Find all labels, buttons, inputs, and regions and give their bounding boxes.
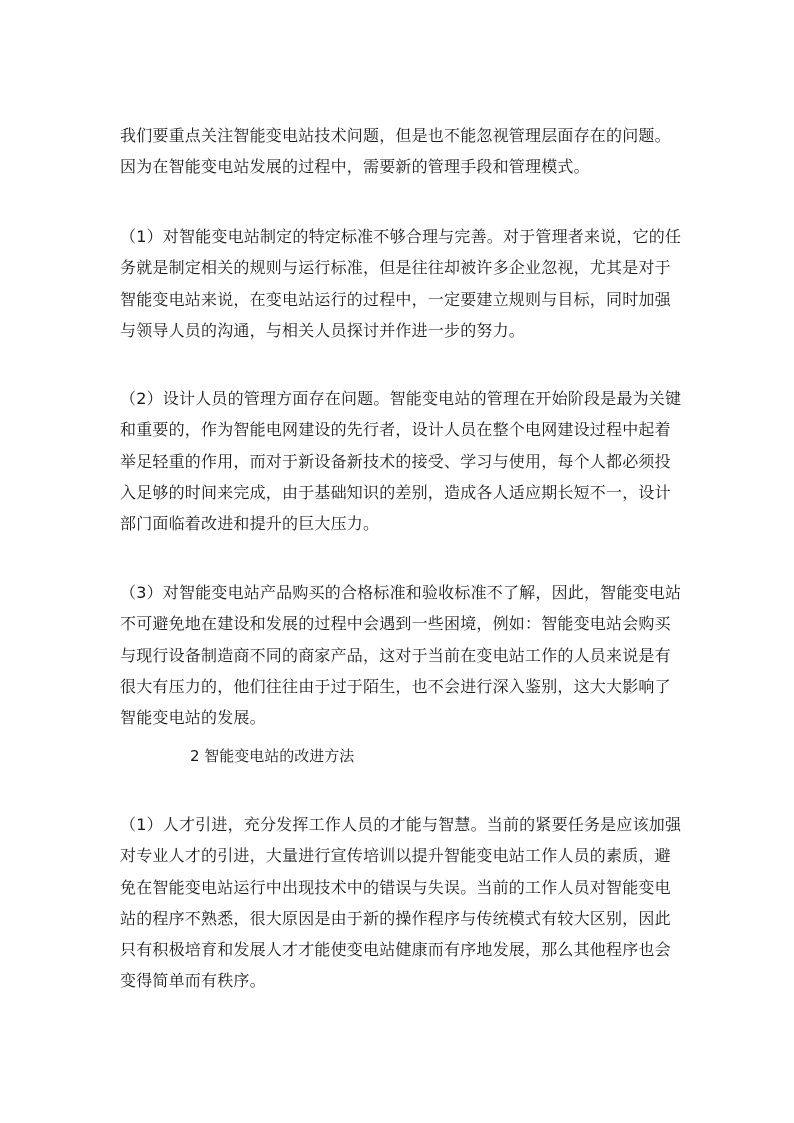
section-heading: 2 智能变电站的改进方法: [190, 747, 355, 765]
text-line: 部门面临着改进和提升的巨大压力。: [120, 514, 380, 534]
text-line: （3）对智能变电站产品购买的合格标准和验收标准不了解，因此，智能变电站: [120, 583, 682, 602]
text-line: 举足轻重的作用，而对于新设备新技术的接受、学习与使用，每个人都必须投: [120, 451, 671, 471]
text-line: （2）设计人员的管理方面存在问题。智能变电站的管理在开始阶段是最为关键: [120, 389, 682, 408]
text-line: 入足够的时间来完成，由于基础知识的差别，造成各人适应期长短不一，设计: [120, 482, 671, 502]
text-line: 务就是制定相关的规则与运行标准，但是往往却被许多企业忽视，尤其是对于: [120, 258, 671, 278]
text-line: （1）人才引进，充分发挥工作人员的才能与智慧。当前的紧要任务是应该加强: [120, 815, 682, 834]
text-line: 对专业人才的引进，大量进行宣传培训以提升智能变电站工作人员的素质，避: [120, 846, 671, 866]
text-line: 与现行设备制造商不同的商家产品，这对于当前在变电站工作的人员来说是有: [120, 645, 671, 665]
paragraph-item-3: [120, 577, 680, 733]
text-line: 免在智能变电站运行中出现技术中的错误与失误。当前的工作人员对智能变电: [120, 877, 671, 897]
text-line: 智能变电站的发展。: [120, 708, 266, 728]
paragraph-improvement-1: [120, 809, 680, 997]
text-line: 不可避免地在建设和发展的过程中会遇到一些困境，例如：智能变电站会购买: [120, 614, 671, 634]
text-line: （1）对智能变电站制定的特定标准不够合理与完善。对于管理者来说，它的任: [120, 227, 682, 246]
text-line: 智能变电站来说，在变电站运行的过程中，一定要建立规则与目标，同时加强: [120, 289, 671, 309]
paragraph-item-2: [120, 383, 680, 539]
text-line: 我们要重点关注智能变电站技术问题，但是也不能忽视管理层面存在的问题。: [120, 126, 671, 145]
text-line: 与领导人员的沟通，与相关人员探讨并作进一步的努力。: [120, 320, 526, 340]
text-line: 站的程序不熟悉，很大原因是由于新的操作程序与传统模式有较大区别，因此: [120, 908, 671, 928]
paragraph-item-1: [120, 221, 680, 346]
text-line: 和重要的，作为智能电网建设的先行者，设计人员在整个电网建设过程中起着: [120, 420, 671, 440]
text-line: 只有积极培育和发展人才才能使变电站健康而有序地发展，那么其他程序也会: [120, 940, 671, 960]
text-line: 因为在智能变电站发展的过程中，需要新的管理手段和管理模式。: [120, 157, 590, 177]
text-line: 很大有压力的，他们往往由于过于陌生，也不会进行深入鉴别，这大大影响了: [120, 676, 671, 696]
paragraph-intro: [120, 120, 680, 183]
text-line: 变得简单而有秩序。: [120, 971, 266, 991]
